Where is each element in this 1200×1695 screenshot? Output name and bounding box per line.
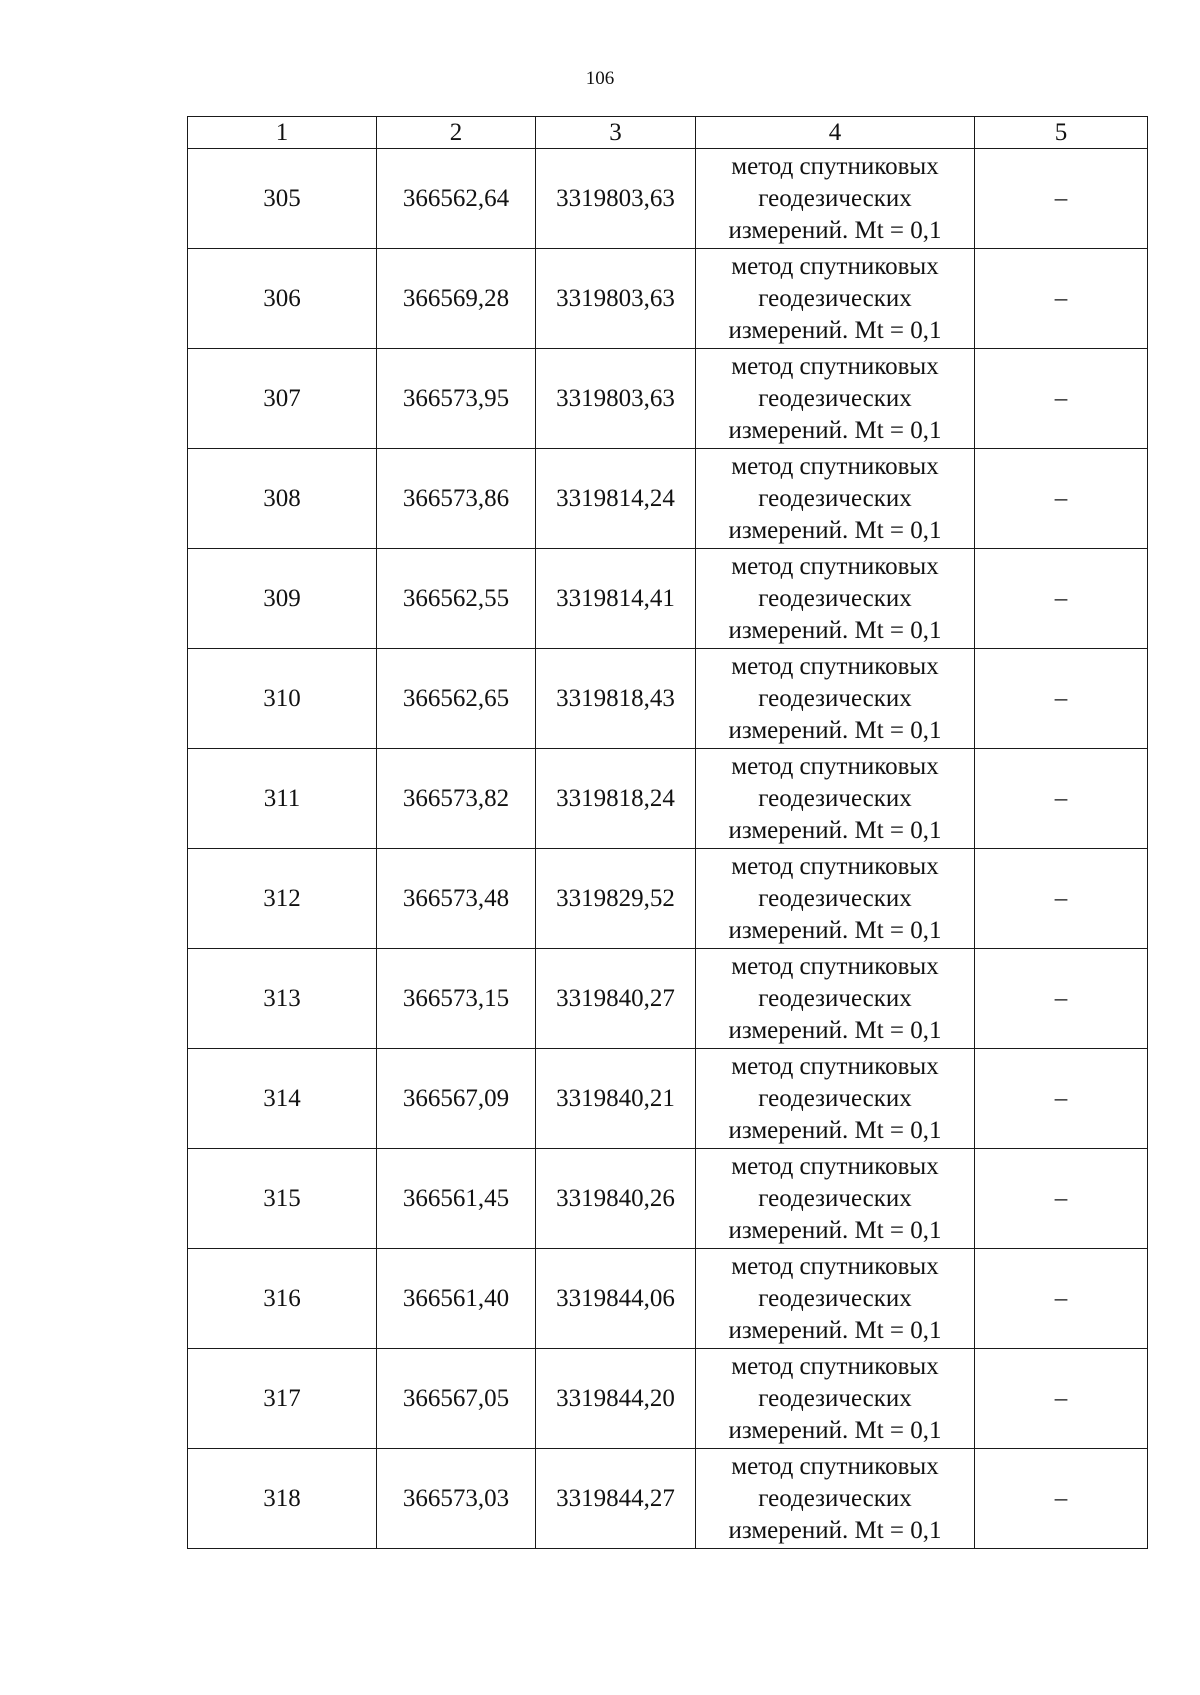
point-number-cell: 318 xyxy=(188,1449,377,1549)
column-header: 2 xyxy=(377,117,536,149)
y-coordinate-cell: 3319814,24 xyxy=(536,449,696,549)
x-coordinate-cell: 366561,40 xyxy=(377,1249,536,1349)
y-coordinate-cell: 3319803,63 xyxy=(536,349,696,449)
x-coordinate-cell: 366573,48 xyxy=(377,849,536,949)
table-row xyxy=(188,949,1148,1049)
method-cell: метод спутниковых геодезических измерений. Mt = 0,1 xyxy=(696,1449,975,1549)
note-cell: – xyxy=(975,349,1148,449)
method-cell: метод спутниковых геодезических измерений. Mt = 0,1 xyxy=(696,349,975,449)
point-number-cell: 306 xyxy=(188,249,377,349)
x-coordinate-cell: 366562,65 xyxy=(377,649,536,749)
note-cell: – xyxy=(975,1049,1148,1149)
x-coordinate-cell: 366567,05 xyxy=(377,1349,536,1449)
x-coordinate-cell: 366573,03 xyxy=(377,1449,536,1549)
x-coordinate-cell: 366573,86 xyxy=(377,449,536,549)
table-row xyxy=(188,449,1148,549)
note-cell: – xyxy=(975,449,1148,549)
point-number-cell: 314 xyxy=(188,1049,377,1149)
y-coordinate-cell: 3319803,63 xyxy=(536,149,696,249)
y-coordinate-cell: 3319840,26 xyxy=(536,1149,696,1249)
point-number-cell: 308 xyxy=(188,449,377,549)
note-cell: – xyxy=(975,249,1148,349)
method-cell: метод спутниковых геодезических измерений. Mt = 0,1 xyxy=(696,249,975,349)
method-cell: метод спутниковых геодезических измерений. Mt = 0,1 xyxy=(696,949,975,1049)
method-cell: метод спутниковых геодезических измерений. Mt = 0,1 xyxy=(696,1249,975,1349)
y-coordinate-cell: 3319844,20 xyxy=(536,1349,696,1449)
method-cell: метод спутниковых геодезических измерений. Mt = 0,1 xyxy=(696,749,975,849)
table-row xyxy=(188,249,1148,349)
point-number-cell: 315 xyxy=(188,1149,377,1249)
x-coordinate-cell: 366562,64 xyxy=(377,149,536,249)
table-row xyxy=(188,1049,1148,1149)
point-number-cell: 309 xyxy=(188,549,377,649)
method-cell: метод спутниковых геодезических измерений. Mt = 0,1 xyxy=(696,1149,975,1249)
note-cell: – xyxy=(975,949,1148,1049)
y-coordinate-cell: 3319829,52 xyxy=(536,849,696,949)
table-row xyxy=(188,649,1148,749)
column-header: 5 xyxy=(975,117,1148,149)
table-row xyxy=(188,1149,1148,1249)
point-number-cell: 313 xyxy=(188,949,377,1049)
table-row xyxy=(188,849,1148,949)
point-number-cell: 312 xyxy=(188,849,377,949)
note-cell: – xyxy=(975,649,1148,749)
y-coordinate-cell: 3319840,27 xyxy=(536,949,696,1049)
x-coordinate-cell: 366573,95 xyxy=(377,349,536,449)
table-header-row xyxy=(188,117,1148,149)
x-coordinate-cell: 366573,82 xyxy=(377,749,536,849)
point-number-cell: 310 xyxy=(188,649,377,749)
method-cell: метод спутниковых геодезических измерений. Mt = 0,1 xyxy=(696,849,975,949)
y-coordinate-cell: 3319844,27 xyxy=(536,1449,696,1549)
note-cell: – xyxy=(975,1449,1148,1549)
method-cell: метод спутниковых геодезических измерений. Mt = 0,1 xyxy=(696,649,975,749)
method-cell: метод спутниковых геодезических измерений. Mt = 0,1 xyxy=(696,1349,975,1449)
y-coordinate-cell: 3319840,21 xyxy=(536,1049,696,1149)
page-number: 106 xyxy=(585,68,615,89)
x-coordinate-cell: 366562,55 xyxy=(377,549,536,649)
method-cell: метод спутниковых геодезических измерений. Mt = 0,1 xyxy=(696,549,975,649)
note-cell: – xyxy=(975,749,1148,849)
method-cell: метод спутниковых геодезических измерений. Mt = 0,1 xyxy=(696,149,975,249)
y-coordinate-cell: 3319818,24 xyxy=(536,749,696,849)
x-coordinate-cell: 366573,15 xyxy=(377,949,536,1049)
column-header: 3 xyxy=(536,117,696,149)
table-body xyxy=(188,117,1148,1549)
note-cell: – xyxy=(975,1149,1148,1249)
table-row xyxy=(188,549,1148,649)
table-row xyxy=(188,749,1148,849)
table-row xyxy=(188,149,1148,249)
point-number-cell: 311 xyxy=(188,749,377,849)
column-header: 4 xyxy=(696,117,975,149)
note-cell: – xyxy=(975,149,1148,249)
y-coordinate-cell: 3319814,41 xyxy=(536,549,696,649)
note-cell: – xyxy=(975,849,1148,949)
y-coordinate-cell: 3319803,63 xyxy=(536,249,696,349)
table-row xyxy=(188,1349,1148,1449)
column-header: 1 xyxy=(188,117,377,149)
note-cell: – xyxy=(975,1349,1148,1449)
table-row xyxy=(188,1449,1148,1549)
coordinates-table xyxy=(187,116,1148,1549)
point-number-cell: 305 xyxy=(188,149,377,249)
point-number-cell: 316 xyxy=(188,1249,377,1349)
y-coordinate-cell: 3319844,06 xyxy=(536,1249,696,1349)
method-cell: метод спутниковых геодезических измерений. Mt = 0,1 xyxy=(696,449,975,549)
x-coordinate-cell: 366567,09 xyxy=(377,1049,536,1149)
point-number-cell: 307 xyxy=(188,349,377,449)
y-coordinate-cell: 3319818,43 xyxy=(536,649,696,749)
table-row xyxy=(188,349,1148,449)
note-cell: – xyxy=(975,549,1148,649)
point-number-cell: 317 xyxy=(188,1349,377,1449)
x-coordinate-cell: 366561,45 xyxy=(377,1149,536,1249)
x-coordinate-cell: 366569,28 xyxy=(377,249,536,349)
table-row xyxy=(188,1249,1148,1349)
note-cell: – xyxy=(975,1249,1148,1349)
method-cell: метод спутниковых геодезических измерений. Mt = 0,1 xyxy=(696,1049,975,1149)
